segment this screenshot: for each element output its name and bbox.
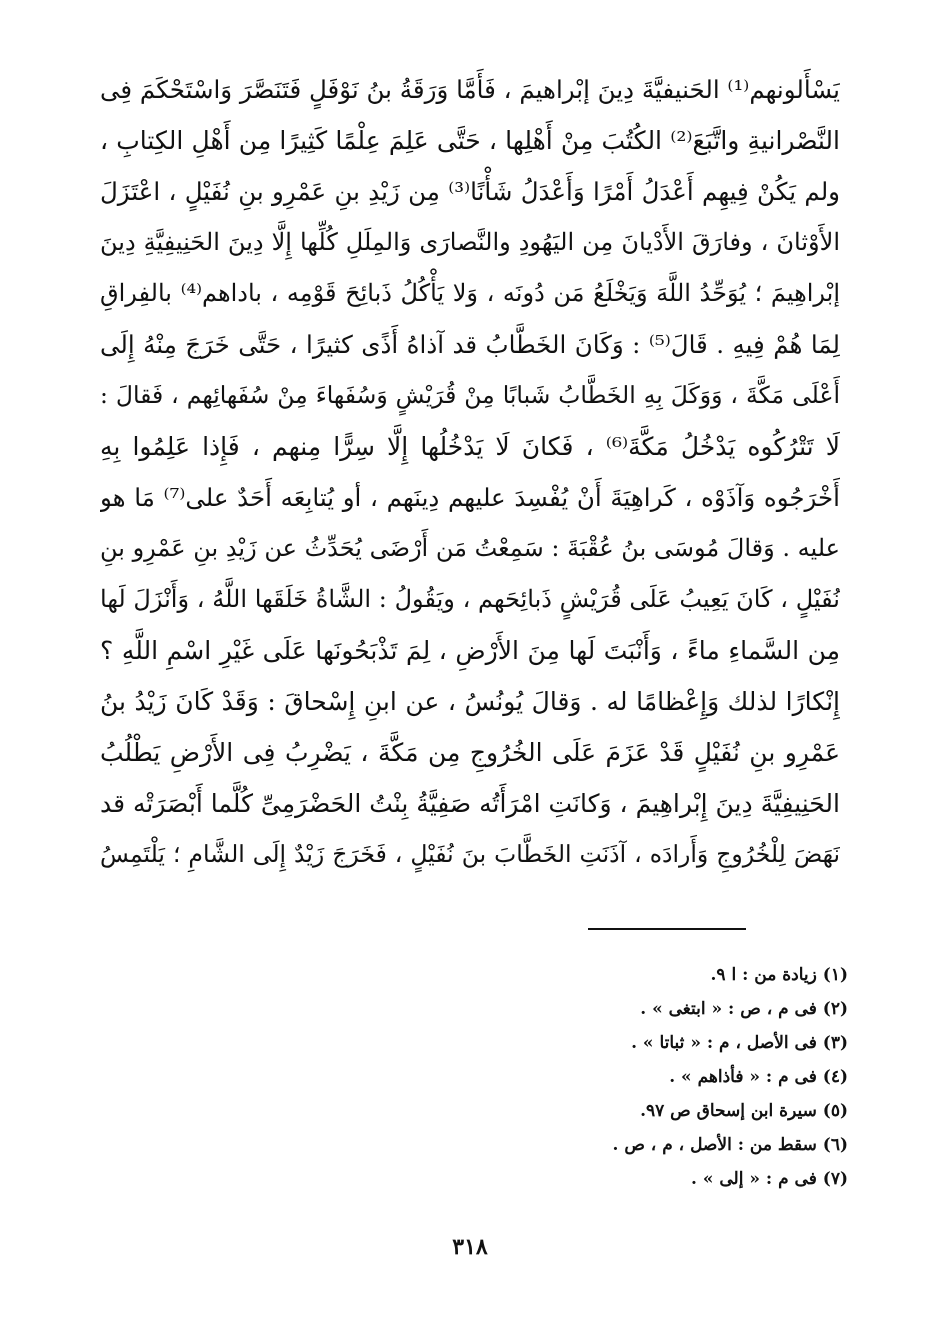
footnote: (٦) سقط من : الأصل ، م ، ص . — [612, 1135, 848, 1155]
text-line: لَا تَتْرُكُوه يَدْخُلُ مَكَّةَ⁽⁶⁾ ، فَكانَ لَا يَدْخُلُها إِلَّا سِرًّا مِنهم ، فَإِذا عَلِمُوا بِهِ — [100, 432, 840, 461]
text-line: إبْراهِيمَ ؛ يُوَحِّدُ اللَّهَ وَيَخْلَعُ مَن دُونَه ، وَلا يَأْكُلُ ذَبائِحَ قَوْمِه ، باداهم⁽⁴⁾ بالفِراقِ — [100, 279, 840, 307]
footnote: (٥) سيرة ابن إسحاق ص ٩٧. — [640, 1101, 848, 1121]
text-line: نَهَضَ لِلْخُرُوجِ وَأَرادَه ، آذَنَتِ الخَطَّابَ بنَ نُفَيْلٍ ، فَخَرَجَ زَيْدٌ إِلَى الشَّامِ ؛ يَلْتَمِسُ — [100, 840, 840, 868]
text-line: أَعْلَى مَكَّةَ ، وَوَكَلَ بِهِ الخَطَّابُ شَبابًا مِنْ قُرَيْشٍ وَسُفَهاءَ مِنْ سُفَهائِهم ، فَقالَ : — [100, 381, 840, 409]
text-line: إِنْكارًا لذلك وَإِعْظامًا له . وَقالَ يُونُسُ ، عن ابنِ إِسْحاقَ : وَقَدْ كَانَ زَيْدُ بنُ — [100, 687, 840, 716]
footnote: (٣) فى الأصل ، م : « ثباتا » . — [631, 1033, 848, 1053]
text-line: عليه . وَقالَ مُوسَى بنُ عُقْبَةَ : سَمِعْتُ مَن أَرْضَى يُحَدِّثُ عن زَيْدِ بنِ عَمْرِو بنِ — [100, 534, 840, 562]
text-line: الأَوْثانَ ، وفارَقَ الأَدْيانَ مِن اليَهُودِ والنَّصارَى وَالمِلَلِ كُلِّها إِلَّا دِينَ الحَنِيفِيَّةِ دِينَ — [100, 228, 840, 256]
footnotes — [348, 958, 848, 1196]
text-line: عَمْرِو بنِ نُفَيْلٍ قَدْ عَزَمَ عَلَى الخُرُوجِ مِن مَكَّةَ ، يَضْرِبُ فِى الأَرْضِ يَطْلُبُ — [100, 738, 840, 767]
footnote-separator — [588, 928, 746, 930]
text-line: نُفَيْلٍ ، كَانَ يَعِيبُ عَلَى قُرَيْشٍ ذَبائِحَهم ، ويَقُولُ : الشَّاةُ خَلَقَها اللَّهُ ، وَأَنْزَلَ لَها — [100, 585, 840, 613]
text-line: مِن السَّماءِ ماءً ، وَأَنْبَتَ لَها مِنَ الأَرْضِ ، لِمَ تَذْبَحُونَها عَلَى غَيْرِ اسْمِ اللَّهِ ؟ — [100, 636, 840, 665]
page-number: ٣١٨ — [452, 1234, 488, 1260]
main-text — [100, 64, 840, 880]
footnote: (٢) فى م ، ص : « ابتغى » . — [640, 999, 848, 1019]
footnote: (١) زيادة من : ا ٩. — [710, 965, 848, 985]
text-line: النَّصْرانيةِ واتَّبَعَ⁽²⁾ الكُتُبَ مِنْ أَهْلِها ، حَتَّى عَلِمَ عِلْمًا كَثِيرًا مِن أَهْلِ الكِتابِ ، — [100, 126, 840, 155]
footnote: (٤) فى م : « فأذاهم » . — [669, 1067, 848, 1087]
text-line: يَسْأَلونهم⁽¹⁾ الحَنيفيَّةَ دِينَ إبْراهيمَ ، فَأَمَّا وَرَقَةُ بنُ نَوْفَلٍ فَتَنَصَّرَ وَاسْتَحْكَمَ فِى — [100, 75, 840, 104]
text-line: أَخْرَجُوه وَآذَوْه ، كَراهِيَةَ أَنْ يُفْسِدَ عليهم دِينَهم ، أو يُتابِعَه أَحَدٌ على⁽⁷⁾ مَا هو — [100, 483, 840, 512]
footnote: (٧) فى م : « إلى » . — [691, 1169, 848, 1189]
text-line: الحَنِيفِيَّةَ دِينَ إِبْراهِيمَ ، وَكانَتِ امْرَأَتُه صَفِيَّةُ بِنْتُ الحَضْرَمِىِّ كُلَّما أَبْصَرَتْه قد — [100, 789, 840, 818]
text-line: ولم يَكُنْ فِيهِم أَعْدَلُ أَمْرًا وَأَعْدَلُ شَأْنًا⁽³⁾ مِن زَيْدِ بنِ عَمْرِو بنِ نُفَيْلٍ ، اعْتَزَلَ — [100, 177, 840, 206]
text-line: لِمَا هُمْ فِيهِ . قَالَ⁽⁵⁾ : وَكَانَ الخَطَّابُ قد آذاهُ أَذًى كثيرًا ، حَتَّى خَرَجَ مِنْهُ إِلَى — [100, 330, 840, 359]
